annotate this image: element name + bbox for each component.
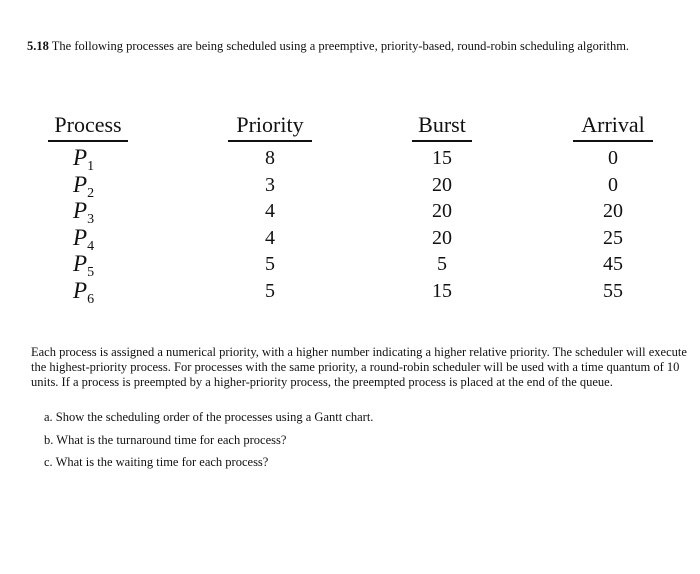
arrival-value: 55: [603, 279, 623, 302]
burst-header: Burst: [418, 112, 466, 137]
arrival-value: 0: [608, 173, 618, 196]
priority-column: [228, 110, 312, 302]
arrival-header-rule: [573, 140, 653, 142]
arrival-value: 25: [603, 226, 623, 249]
question-list: [44, 410, 373, 478]
burst-value: 20: [432, 226, 452, 249]
process-header: Process: [54, 112, 122, 137]
burst-value: 5: [437, 253, 447, 275]
process-table: [0, 110, 700, 310]
process-name: $P_1$: [73, 145, 95, 174]
process-name: $P_3$: [73, 198, 95, 227]
priority-header: Priority: [236, 112, 304, 137]
description-paragraph: Each process is assigned a numerical priority, with a higher number indicating a higher relative priority. The scheduler will execute the highest-priority process. For processes with the same priority, a round-robin scheduler will be used with a time quantum of 10 units. If a process is preempted by a higher-priority process, the preempted process is placed at the end of the queue.: [31, 345, 687, 389]
burst-column: [412, 110, 472, 302]
problem-intro: [27, 39, 677, 54]
process-name: $P_6$: [73, 277, 95, 307]
process-name: $P_4$: [73, 224, 95, 254]
arrival-header: Arrival: [581, 112, 645, 137]
burst-header-rule: [412, 140, 472, 142]
priority-value: 4: [265, 226, 275, 249]
burst-value: 15: [432, 147, 452, 169]
burst-value: 20: [432, 173, 452, 196]
burst-value: 20: [432, 200, 452, 222]
arrival-value: 0: [608, 147, 618, 169]
burst-value: 15: [432, 279, 452, 302]
priority-value: 3: [265, 173, 275, 196]
priority-header-rule: [228, 140, 312, 142]
priority-value: 8: [265, 147, 275, 169]
process-column: [48, 110, 128, 307]
process-header-rule: [48, 140, 128, 142]
priority-value: 4: [265, 200, 275, 222]
process-name: $P_2$: [73, 171, 95, 201]
problem-number: 5.18: [27, 39, 49, 53]
question-item: a. Show the scheduling order of the processes using a Gantt chart.: [44, 410, 374, 424]
arrival-column: [573, 110, 653, 302]
problem-intro-text: The following processes are being scheduled using a preemptive, priority-based, round-robin scheduling algorithm.: [51, 39, 630, 53]
arrival-value: 20: [603, 200, 623, 222]
arrival-value: 45: [603, 253, 623, 275]
process-name: $P_5$: [73, 251, 95, 280]
question-item: c. What is the waiting time for each process?: [44, 455, 269, 469]
priority-value: 5: [265, 253, 275, 275]
question-item: b. What is the turnaround time for each process?: [44, 432, 287, 447]
priority-value: 5: [265, 279, 275, 302]
